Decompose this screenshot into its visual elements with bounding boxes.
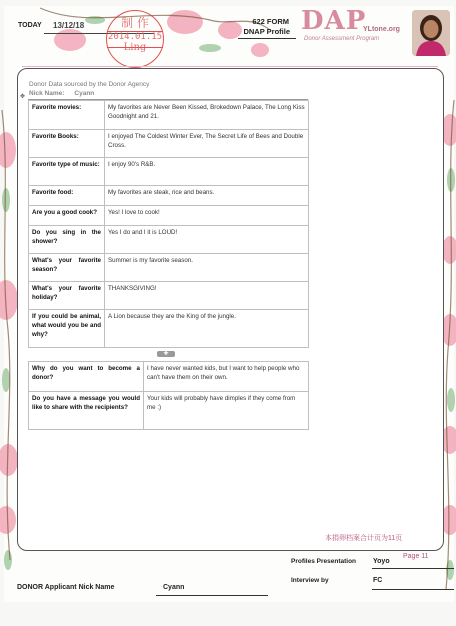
interview-underline (372, 589, 454, 590)
answer-cell: Yes I do and I it is LOUD! (105, 226, 309, 254)
table-row (29, 282, 309, 310)
nick-name-row (29, 90, 94, 97)
today-date: 13/12/18 (53, 21, 85, 30)
today-label: TODAY (18, 22, 42, 29)
question-cell: Are you a good cook? (29, 206, 105, 226)
page-number: Page 11 (403, 553, 429, 560)
question-cell: Do you sing in the shower? (29, 226, 105, 254)
answer-cell: My favorites are Never Been Kissed, Brokedown Palace, The Long Kiss Goodnight and 21. (105, 101, 309, 130)
table-row (29, 186, 309, 206)
add-row-plus-icon[interactable]: ✚ (157, 351, 175, 357)
answer-cell: Yes! I love to cook! (105, 206, 309, 226)
answer-cell: THANKSGIVING! (105, 282, 309, 310)
brand-site: YLtone.org (363, 26, 400, 33)
table-row (29, 101, 309, 130)
page-count-note: 本捐卵档案合计页为11页 (325, 535, 403, 542)
stamp-text-bottom: Ling (123, 42, 147, 53)
table-row (29, 158, 309, 186)
stamp-text-top: 制 作 (121, 16, 149, 30)
nick-name-value: Cyann (74, 90, 95, 97)
question-cell: What's your favorite season? (29, 254, 105, 282)
presentation-label: Profiles Presentation (291, 558, 357, 565)
form-underline (238, 38, 296, 39)
brand-subtitle: Donor Assessment Program (304, 36, 380, 42)
red-ink-stamp (106, 10, 164, 68)
profile-questions-table (28, 100, 309, 348)
question-cell: Why do you want to become a donor? (29, 362, 144, 392)
question-cell: Favorite movies: (29, 101, 105, 130)
stamp-divider (107, 47, 163, 48)
presentation-value: Yoyo (373, 558, 390, 565)
nick-name-label: Nick Name: (29, 90, 65, 97)
profile-questions-table-2 (28, 361, 309, 430)
applicant-underline (156, 595, 268, 596)
interview-value: FC (373, 577, 383, 584)
answer-cell: Your kids will probably have dimples if they come from me :) (144, 392, 309, 430)
form-name: DNAP Profile (243, 27, 290, 36)
stamp-divider (107, 31, 163, 32)
table-row (29, 254, 309, 282)
answer-cell: I enjoy 90's R&B. (105, 158, 309, 186)
answer-cell: My favorites are steak, rice and beans. (105, 186, 309, 206)
table-row (29, 392, 309, 430)
table-row (29, 226, 309, 254)
table-row (29, 206, 309, 226)
question-cell: What's your favorite holiday? (29, 282, 105, 310)
section-source-title: Donor Data sourced by the Donor Agency (29, 81, 150, 88)
question-cell: Favorite food: (29, 186, 105, 206)
avatar-photo (412, 10, 450, 56)
applicant-nick-label: DONOR Applicant Nick Name (17, 584, 115, 591)
question-cell: Do you have a message you would like to share with the recipients? (29, 392, 144, 430)
brand-logo: DAP (301, 6, 367, 36)
question-cell: Favorite type of music: (29, 158, 105, 186)
table-row (29, 362, 309, 392)
answer-cell: A Lion because they are the King of the jungle. (105, 310, 309, 348)
answer-cell: I enjoyed The Coldest Winter Ever, The Secret Life of Bees and Double Cross. (105, 130, 309, 158)
answer-cell: Summer is my favorite season. (105, 254, 309, 282)
person-photo-icon (412, 10, 450, 56)
applicant-nick-value: Cyann (163, 584, 185, 591)
stamp-date: 2014.01.15 (107, 32, 163, 42)
form-number: 622 FORM (252, 17, 289, 26)
table-row (29, 130, 309, 158)
interview-label: Interview by (291, 577, 329, 584)
question-cell: Favorite Books: (29, 130, 105, 158)
header-divider (22, 66, 438, 67)
table-move-handle-icon[interactable]: ✥ (20, 94, 26, 100)
table-row (29, 310, 309, 348)
presentation-underline (372, 568, 454, 569)
answer-cell: I have never wanted kids, but I want to help people who can't have them on their own. (144, 362, 309, 392)
question-cell: If you could be animal, what would you be and why? (29, 310, 105, 348)
